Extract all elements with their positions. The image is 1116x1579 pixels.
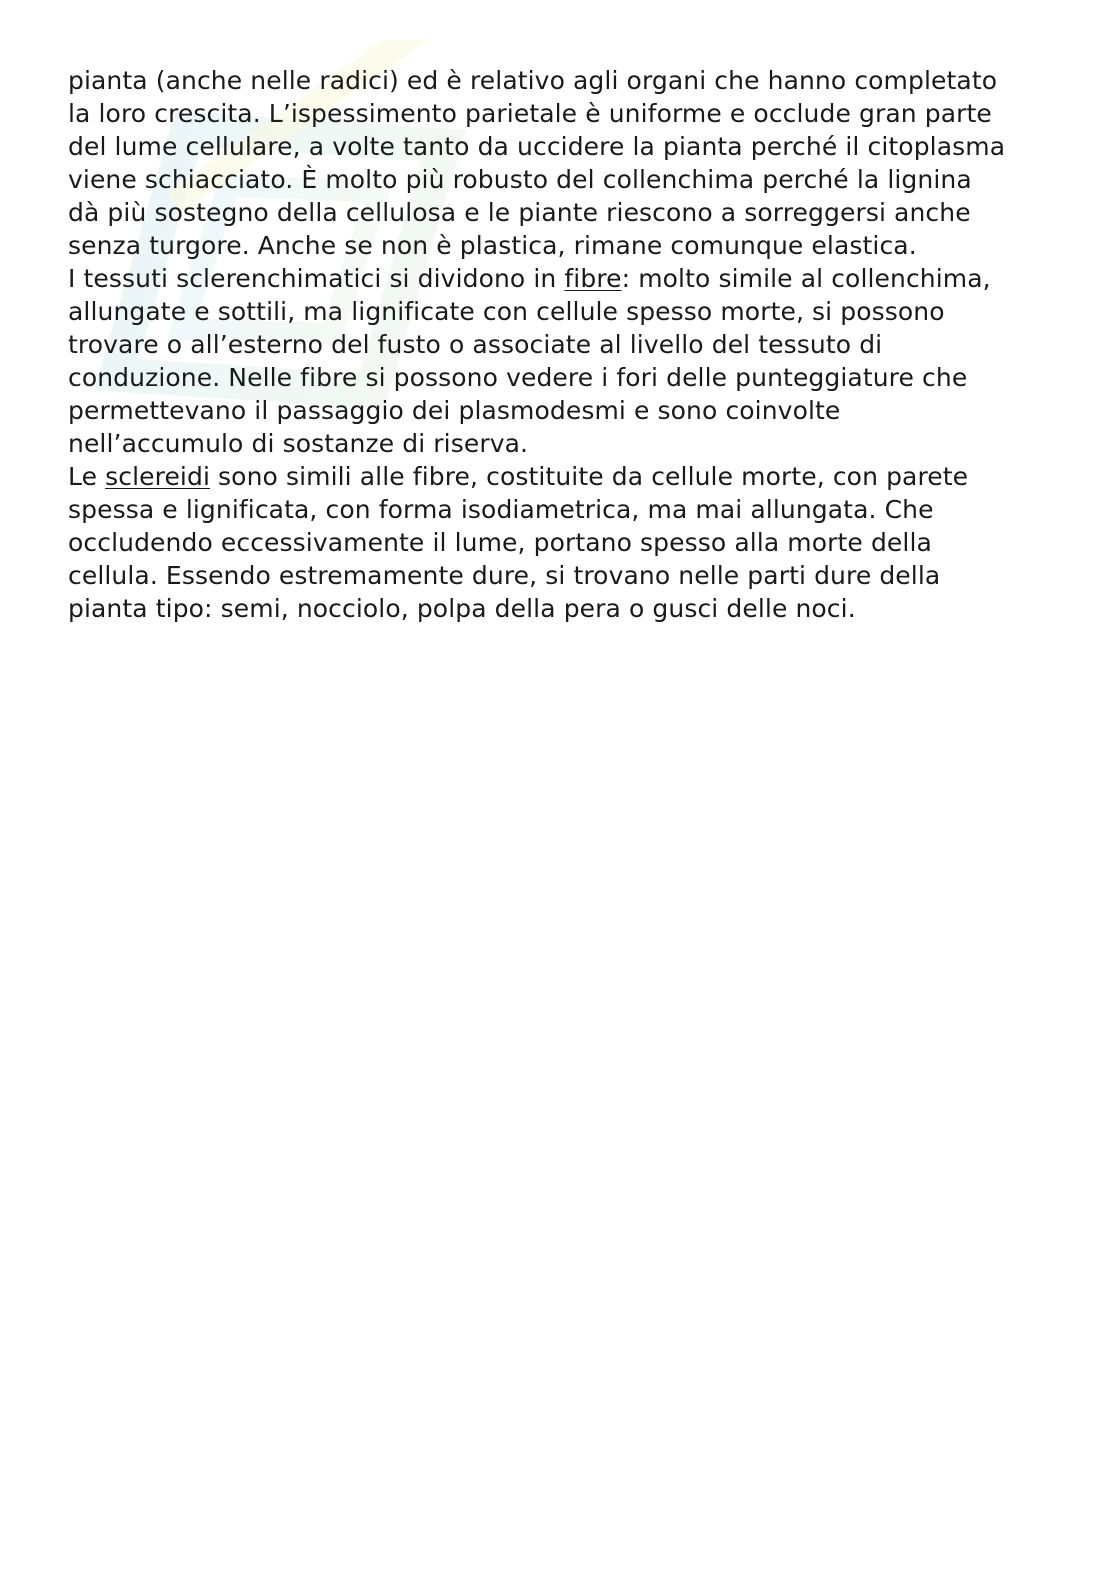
text-line: occludendo eccessivamente il lume, portano spesso alla morte della [68, 528, 932, 557]
text-line: pianta (anche nelle radici) ed è relativo agli organi che hanno completato [68, 66, 998, 95]
term-fibre: fibre [564, 264, 622, 293]
text-line: dà più sostegno della cellulosa e le piante riescono a sorreggersi anche [68, 198, 971, 227]
text-line: trovare o all’esterno del fusto o associate al livello del tessuto di [68, 330, 883, 359]
paragraph-3 [68, 460, 1058, 625]
text-line: pianta tipo: semi, nocciolo, polpa della pera o gusci delle noci. [68, 594, 856, 623]
text-line: spessa e lignificata, con forma isodiametrica, ma mai allungata. Che [68, 495, 934, 524]
text-line: I tessuti sclerenchimatici si dividono in [68, 264, 565, 293]
text-line: viene schiacciato. È molto più robusto del collenchima perché la lignina [68, 165, 972, 194]
text-line: : molto simile al collenchima, [621, 264, 991, 293]
text-line: sono simili alle fibre, costituite da cellule morte, con parete [210, 462, 969, 491]
body-text [68, 64, 1058, 625]
paragraph-1 [68, 64, 1058, 262]
text-line: permettevano il passaggio dei plasmodesmi e sono coinvolte [68, 396, 841, 425]
term-sclereidi: sclereidi [105, 462, 210, 491]
text-line: Le [68, 462, 106, 491]
text-line: nell’accumulo di sostanze di riserva. [68, 429, 529, 458]
paragraph-2 [68, 262, 1058, 460]
text-line: senza turgore. Anche se non è plastica, rimane comunque elastica. [68, 231, 917, 260]
text-line: cellula. Essendo estremamente dure, si trovano nelle parti dure della [68, 561, 941, 590]
text-line: conduzione. Nelle fibre si possono vedere i fori delle punteggiature che [68, 363, 968, 392]
text-line: del lume cellulare, a volte tanto da uccidere la pianta perché il citoplasma [68, 132, 1006, 161]
text-line: la loro crescita. L’ispessimento parietale è uniforme e occlude gran parte [68, 99, 992, 128]
text-line: allungate e sottili, ma lignificate con cellule spesso morte, si possono [68, 297, 945, 326]
